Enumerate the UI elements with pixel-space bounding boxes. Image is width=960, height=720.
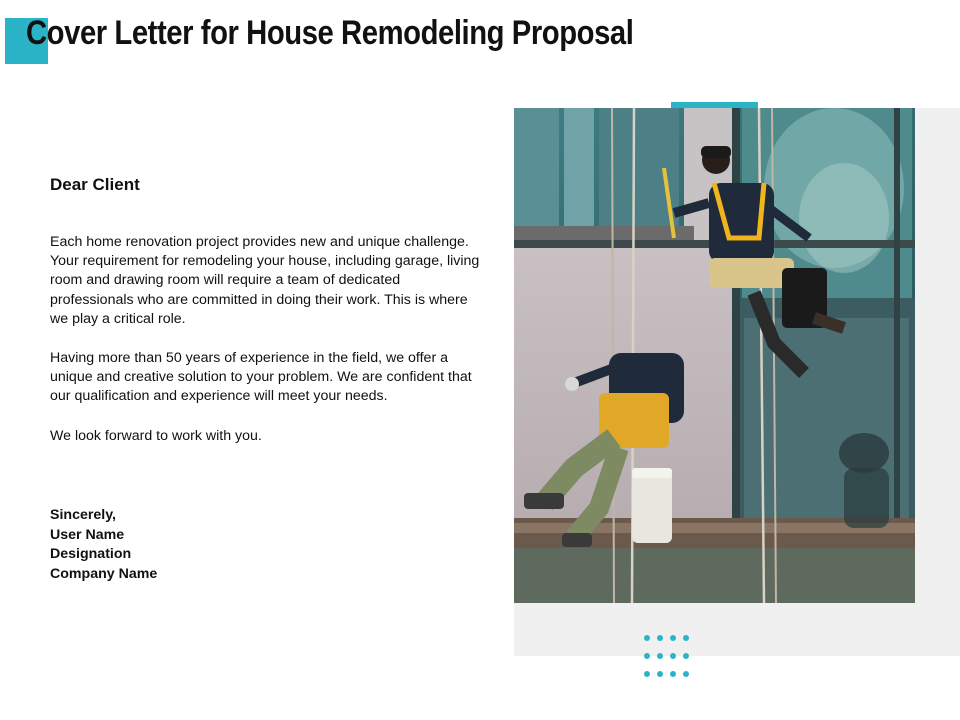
- letter-paragraph-3: We look forward to work with you.: [50, 427, 262, 444]
- dot: [670, 671, 676, 677]
- dot: [683, 671, 689, 677]
- window-cleaners-photo: [514, 108, 915, 603]
- letter-greeting: Dear Client: [50, 175, 140, 194]
- dot: [670, 635, 676, 641]
- decorative-dot-grid: [644, 635, 689, 677]
- page-title: Cover Letter for House Remodeling Proposal: [26, 14, 634, 52]
- letter-paragraph-1: Each home renovation project provides new and unique challenge. Your requirement for remodeling your house, including garage, living room and drawing room will require a team of dedicated professionals who are committed in doing their work. This is where we play a critical role.: [50, 234, 480, 327]
- signoff-name: User Name: [50, 526, 125, 543]
- dot: [644, 653, 650, 659]
- dot: [657, 635, 663, 641]
- dot: [644, 671, 650, 677]
- letter-paragraph-2: Having more than 50 years of experience in the field, we offer a unique and creative solution to your problem. We are confident that our qualification and experience will meet your needs.: [50, 350, 472, 405]
- signoff-designation: Designation: [50, 546, 132, 562]
- dot: [657, 671, 663, 677]
- dot: [644, 635, 650, 641]
- dot: [670, 653, 676, 659]
- letter-body: [50, 175, 480, 466]
- letter-signoff: [50, 506, 157, 584]
- signoff-company: Company Name: [50, 565, 158, 582]
- dot: [683, 653, 689, 659]
- dot: [683, 635, 689, 641]
- dot: [657, 653, 663, 659]
- signoff-closing: Sincerely,: [50, 507, 116, 523]
